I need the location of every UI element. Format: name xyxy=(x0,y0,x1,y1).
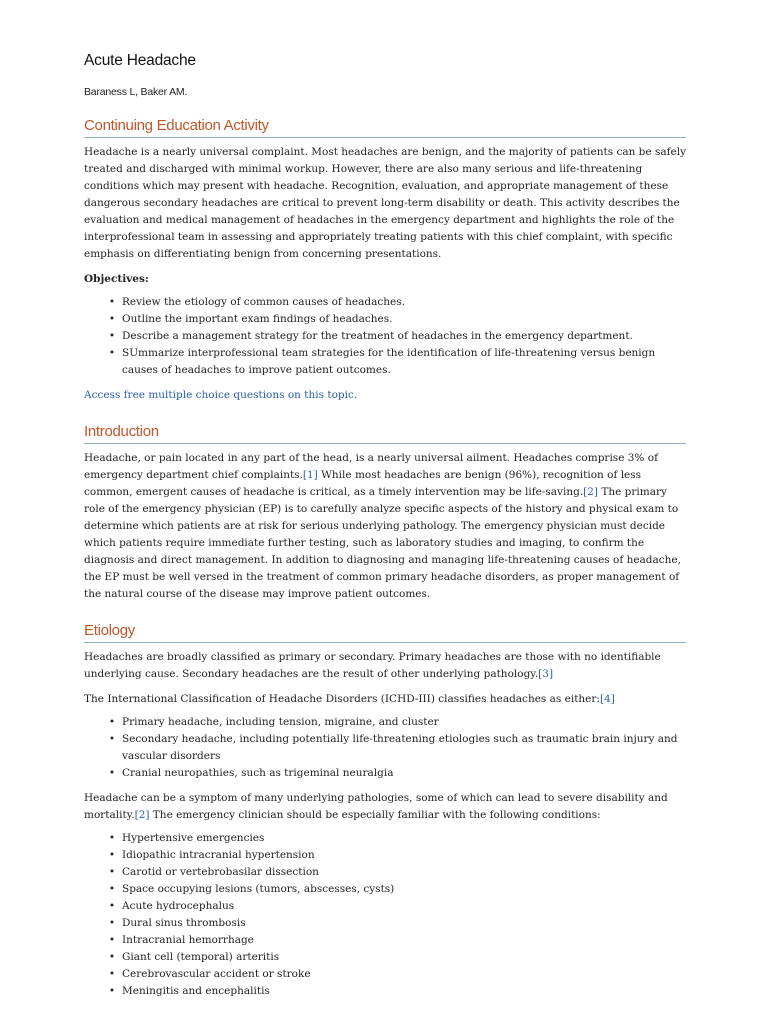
list-item: • Idiopathic intracranial hypertension xyxy=(122,847,686,864)
etiology-paragraph-3: Headache can be a symptom of many underlying pathologies, some of which can lead to severe disability and mortality.[2] The emergency clinician should be especially familiar with the following conditions: xyxy=(84,792,668,821)
list-item: • Primary headache, including tension, migraine, and cluster xyxy=(122,714,686,731)
section-heading-introduction: Introduction xyxy=(84,422,686,444)
bullet-icon: • xyxy=(108,767,116,779)
article-content xyxy=(84,50,686,1000)
list-item: • Carotid or vertebrobasilar dissection xyxy=(122,864,686,881)
citation-link[interactable]: [1] xyxy=(302,469,318,481)
list-item: • Cerebrovascular accident or stroke xyxy=(122,966,686,983)
bullet-icon: • xyxy=(108,883,116,895)
list-item: • Acute hydrocephalus xyxy=(122,898,686,915)
list-item: • Space occupying lesions (tumors, abscesses, cysts) xyxy=(122,881,686,898)
list-item: • SUmmarize interprofessional team strategies for the identification of life-threatening versus benign causes of headaches to improve patient outcomes. xyxy=(108,347,656,376)
objectives-label: Objectives: xyxy=(84,273,149,285)
section-etiology xyxy=(84,621,686,1000)
citation-link[interactable]: [2] xyxy=(583,486,599,498)
mcq-link[interactable]: Access free multiple choice questions on this topic. xyxy=(84,389,358,401)
citation-link[interactable]: [3] xyxy=(538,668,554,680)
bullet-icon: • xyxy=(108,849,116,861)
bullet-icon: • xyxy=(108,985,116,997)
list-item: • Describe a management strategy for the treatment of headaches in the emergency department. xyxy=(122,328,686,345)
bullet-icon: • xyxy=(108,934,116,946)
list-item: • Secondary headache, including potentially life-threatening etiologies such as traumatic brain injury and vascular disorders xyxy=(108,733,678,762)
bullet-icon: • xyxy=(108,313,116,325)
bullet-icon: • xyxy=(108,296,116,308)
mcq-paragraph xyxy=(84,387,686,404)
section-heading-etiology: Etiology xyxy=(84,621,686,643)
headache-classes-list xyxy=(84,714,686,782)
bullet-icon: • xyxy=(108,716,116,728)
bullet-icon: • xyxy=(108,733,116,745)
etiology-paragraph-1: Headaches are broadly classified as primary or secondary. Primary headaches are those with no identifiable underlying cause. Secondary headaches are the result of other underlying pathology.[3] xyxy=(84,651,661,680)
list-item: • Review the etiology of common causes of headaches. xyxy=(122,294,686,311)
article-title: Acute Headache xyxy=(84,52,196,69)
list-item: • Cranial neuropathies, such as trigeminal neuralgia xyxy=(122,765,686,782)
conditions-list xyxy=(84,830,686,1000)
intro-paragraph: Headache, or pain located in any part of the head, is a nearly universal ailment. Headaches comprise 3% of emergency department chief complaints.[1] While most headaches are benign (96%), recognition of less common, emergent causes of headache is critical, as a timely intervention may be life-saving.[2] The primary role of the emergency physician (EP) is to carefully analyze specific aspects of the history and physical exam to determine which patients are at risk for serious underlying pathology. The emergency physician must decide which patients require immediate further testing, such as laboratory studies and imaging, to confirm the diagnosis and direct management. In addition to diagnosing and managing life-threatening causes of headache, the EP must be well versed in the treatment of common primary headache disorders, as proper management of the natural course of the disease may improve patient outcomes. xyxy=(84,452,681,600)
bullet-icon: • xyxy=(108,832,116,844)
bullet-icon: • xyxy=(108,951,116,963)
bullet-icon: • xyxy=(108,347,116,359)
section-heading-continuing-education: Continuing Education Activity xyxy=(84,116,686,138)
ce-paragraph: Headache is a nearly universal complaint. Most headaches are benign, and the majority of patients can be safely treated and discharged with minimal workup. However, there are also many serious and life-threatening conditions which may present with headache. Recognition, evaluation, and appropriate management of these dangerous secondary headaches are critical to prevent long-term disability or death. This activity describes the evaluation and medical management of headaches in the emergency department and highlights the role of the interprofessional team in assessing and appropriately treating patients with this chief complaint, with specific emphasis on differentiating benign from concerning presentations. xyxy=(84,146,686,260)
bullet-icon: • xyxy=(108,330,116,342)
bullet-icon: • xyxy=(108,968,116,980)
etiology-paragraph-2: The International Classification of Headache Disorders (ICHD-III) classifies headaches as either:[4] xyxy=(84,693,615,705)
citation-link[interactable]: [4] xyxy=(599,693,615,705)
bullet-icon: • xyxy=(108,917,116,929)
list-item: • Hypertensive emergencies xyxy=(122,830,686,847)
bullet-icon: • xyxy=(108,900,116,912)
list-item: • Intracranial hemorrhage xyxy=(122,932,686,949)
section-introduction xyxy=(84,422,686,603)
citation-link[interactable]: [2] xyxy=(134,809,150,821)
section-continuing-education xyxy=(84,116,686,404)
list-item: • Giant cell (temporal) arteritis xyxy=(122,949,686,966)
objectives-list xyxy=(84,294,686,379)
list-item: • Meningitis and encephalitis xyxy=(122,983,686,1000)
bullet-icon: • xyxy=(108,866,116,878)
list-item: • Outline the important exam findings of headaches. xyxy=(122,311,686,328)
list-item: • Dural sinus thrombosis xyxy=(122,915,686,932)
article-authors: Baraness L, Baker AM. xyxy=(84,86,188,98)
